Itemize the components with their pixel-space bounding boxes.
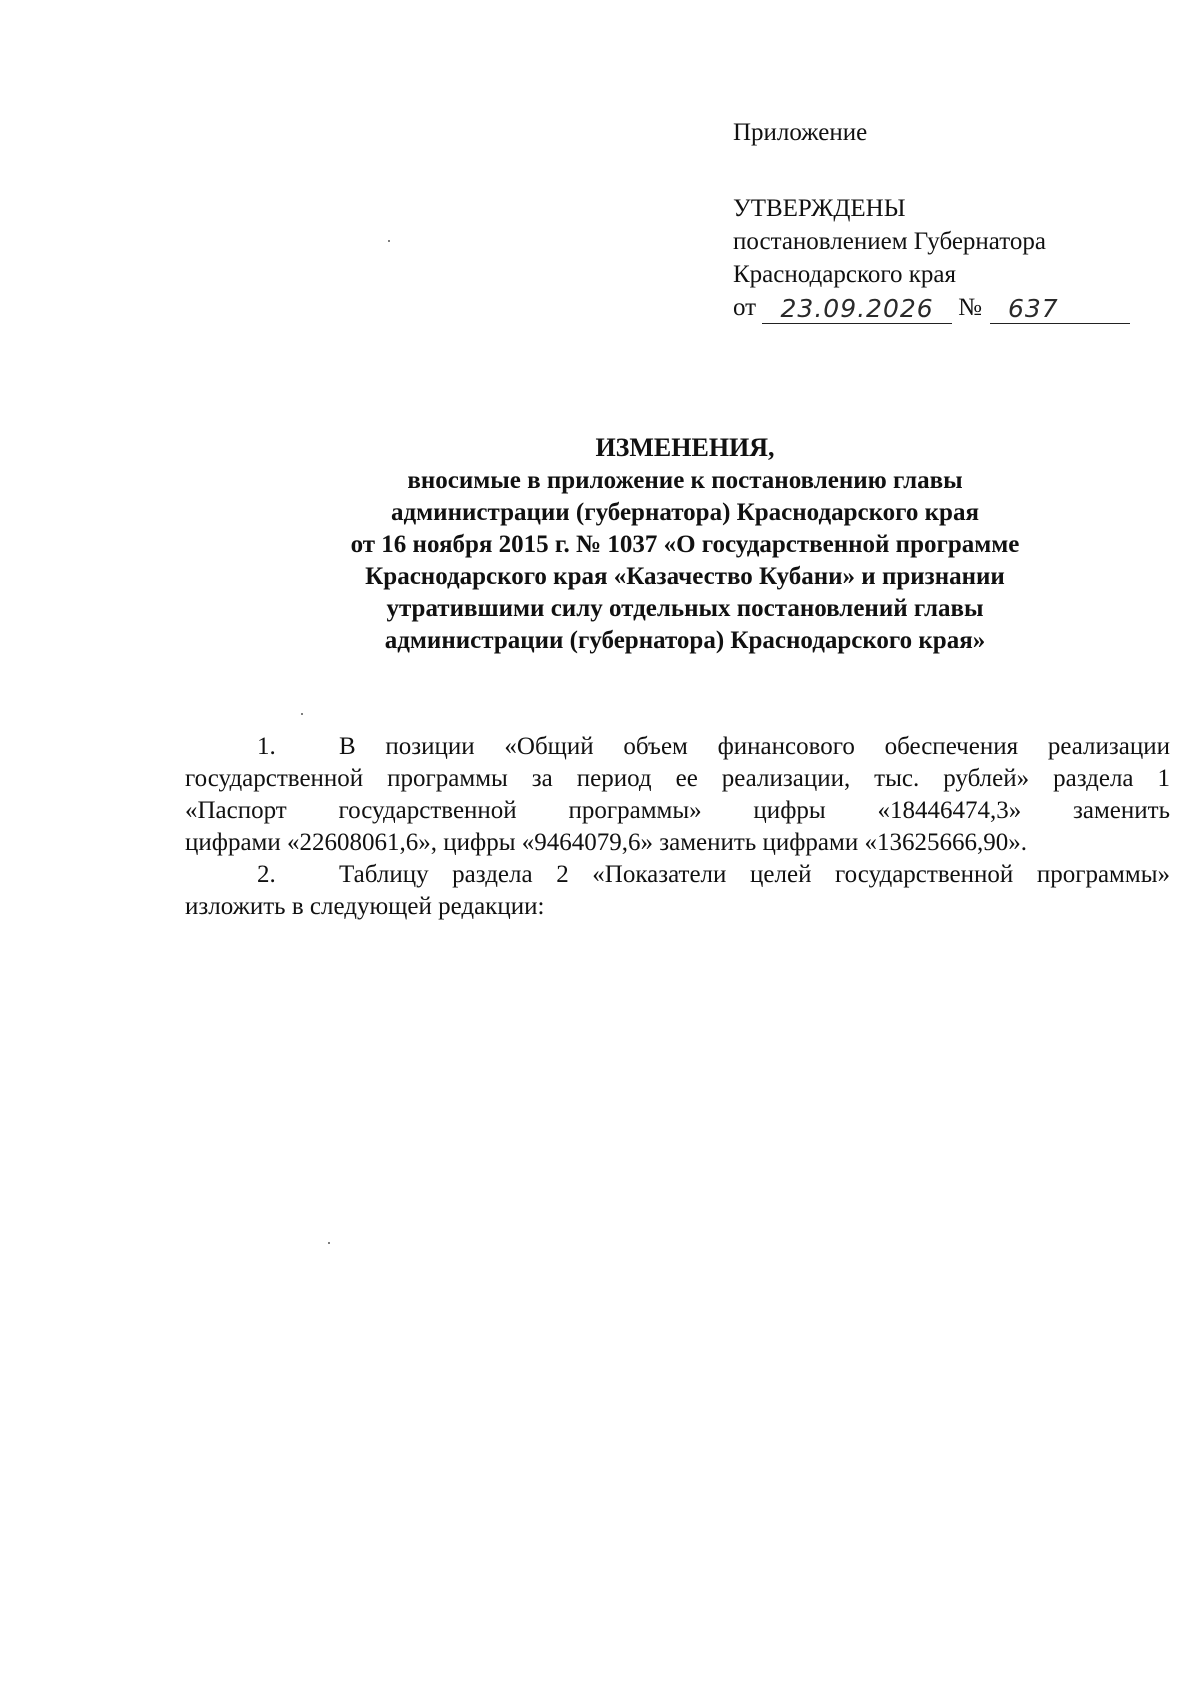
scan-speck: [301, 713, 303, 715]
paragraph-line: «Паспорт государственной программы» цифры «18446474,3» заменить: [185, 797, 1170, 824]
title-line: администрации (губернатора) Краснодарского края: [391, 499, 979, 526]
annex-label: Приложение: [733, 119, 868, 146]
paragraph-number: 1.: [257, 733, 276, 760]
paragraph-line: изложить в следующей редакции:: [185, 893, 545, 920]
scan-speck: [388, 240, 390, 242]
title-line: администрации (губернатора) Краснодарского края»: [384, 627, 986, 654]
scan-speck: [328, 1242, 330, 1244]
paragraph-line: цифрами «22608061,6», цифры «9464079,6» заменить цифрами «13625666,90».: [185, 829, 1027, 856]
paragraph-text: Таблицу раздела 2 «Показатели целей государственной программы»: [339, 861, 1170, 888]
approval-block: [733, 116, 1153, 324]
title-line: Краснодарского края «Казачество Кубани» и признании: [365, 563, 1005, 590]
paragraph-text: В позиции «Общий объем финансового обеспечения реализации: [339, 733, 1170, 760]
paragraph-number: 2.: [257, 861, 276, 888]
title-line: утратившими силу отдельных постановлений главы: [386, 595, 984, 622]
date-number-line: [733, 291, 1153, 324]
title-line: от 16 ноября 2015 г. № 1037 «О государственной программе: [350, 531, 1020, 558]
approval-line-1: постановлением Губернатора: [733, 228, 1046, 255]
document-title-block: [185, 432, 1185, 657]
document-body: [185, 731, 1170, 923]
document-title: ИЗМЕНЕНИЯ,: [595, 433, 775, 462]
paragraph-line: [185, 731, 1170, 763]
number-sign: №: [958, 294, 982, 321]
paragraph-line: [185, 859, 1170, 891]
date-prefix: от: [733, 294, 757, 321]
paragraph-line: государственной программы за период ее реализации, тыс. рублей» раздела 1: [185, 765, 1170, 792]
handwritten-number: 637: [990, 295, 1130, 324]
approval-line-2: Краснодарского края: [733, 261, 956, 288]
approved-label: УТВЕРЖДЕНЫ: [733, 195, 906, 222]
paragraph-1: [185, 731, 1170, 859]
handwritten-date: 23.09.2026: [762, 295, 952, 324]
title-line: вносимые в приложение к постановлению главы: [407, 467, 963, 494]
paragraph-2: [185, 859, 1170, 923]
